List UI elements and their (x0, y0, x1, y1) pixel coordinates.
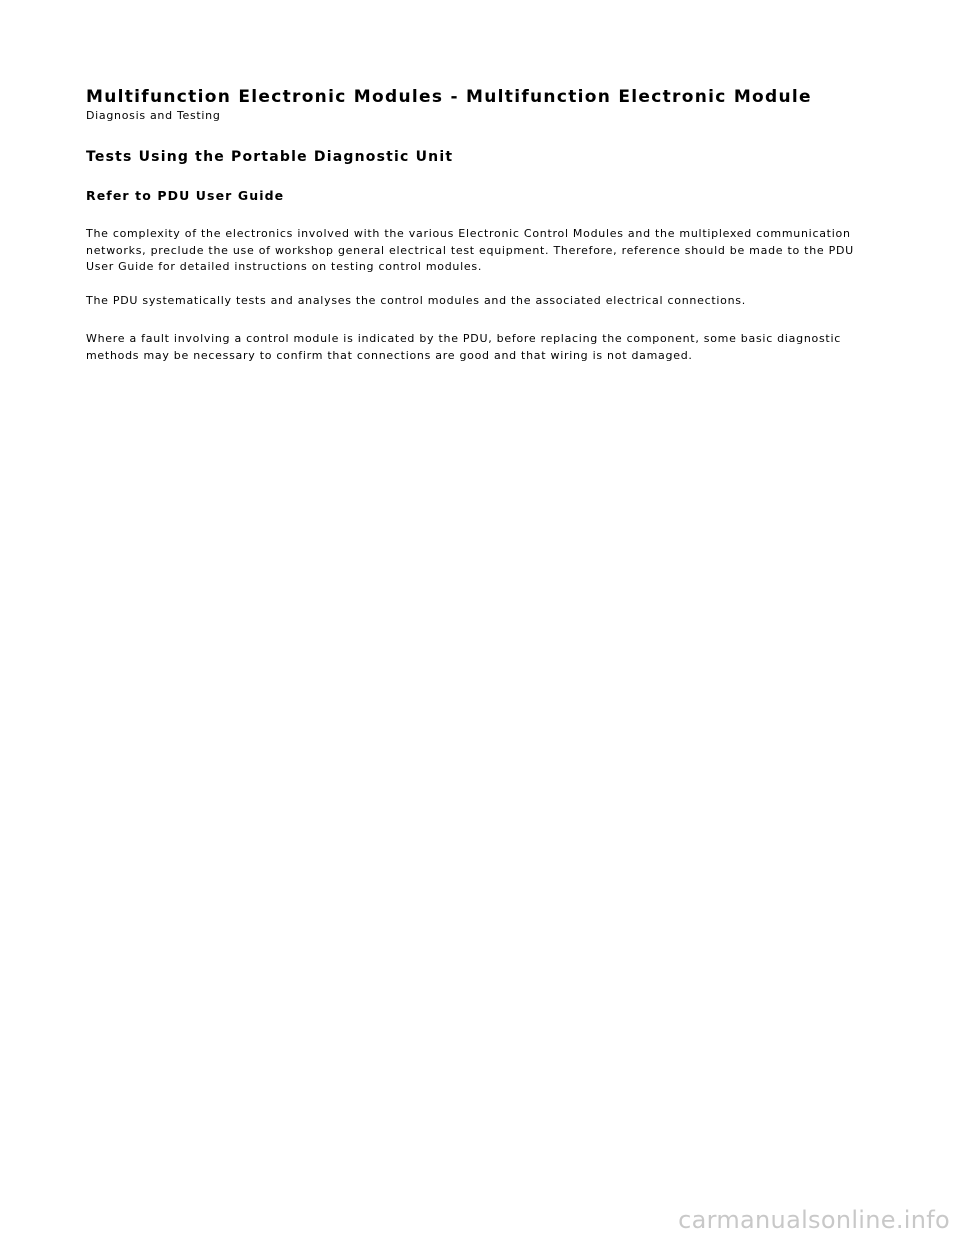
site-watermark: carmanualsonline.info (678, 1206, 950, 1234)
section-heading: Tests Using the Portable Diagnostic Unit (86, 149, 454, 165)
paragraph-complexity: The complexity of the electronics involved with the various Electronic Control Modules and the multiplexed communication networks, preclude the use of workshop general electrical test equipment. Therefore, reference should be made to the PDU User Guide for detailed instructions on testing control modules. (86, 227, 854, 273)
document-page (86, 86, 876, 362)
sub-heading: Refer to PDU User Guide (86, 188, 285, 203)
page-title: Multifunction Electronic Modules - Multifunction Electronic Module (86, 87, 812, 107)
paragraph-fault-diagnosis: Where a fault involving a control module is indicated by the PDU, before replacing the component, some basic diagnostic methods may be necessary to confirm that connections are good and that wiring is not damaged. (86, 332, 841, 362)
paragraph-pdu-tests: The PDU systematically tests and analyses the control modules and the associated electrical connections. (86, 294, 746, 307)
page-subtitle: Diagnosis and Testing (86, 109, 221, 122)
